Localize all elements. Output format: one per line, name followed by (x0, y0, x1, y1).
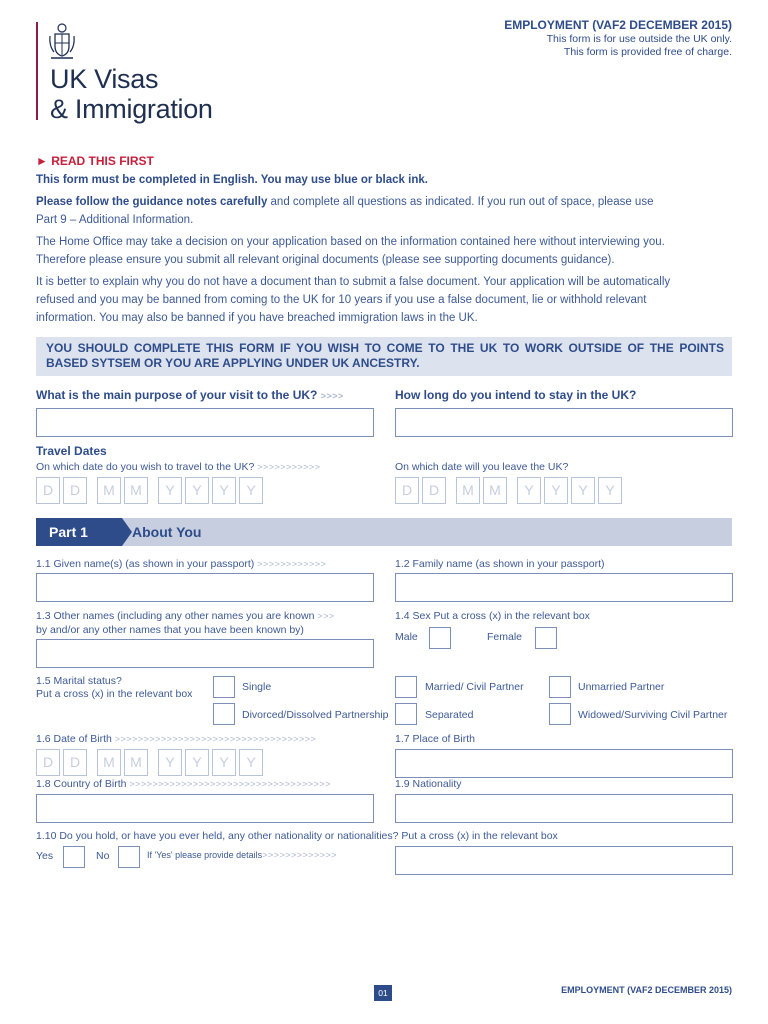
travel-dates-heading: Travel Dates (36, 444, 107, 458)
purpose-input[interactable] (36, 408, 374, 437)
given-names-input[interactable] (36, 573, 374, 602)
other-names-input[interactable] (36, 639, 374, 668)
eligibility-banner: YOU SHOULD COMPLETE THIS FORM IF YOU WISH TO COME TO THE UK TO WORK OUTSIDE OF THE POINTS BASED SYTSEM OR YOU ARE APPLYING UNDER UK ANCESTRY. (36, 337, 732, 376)
leave-date-label: On which date will you leave the UK? (395, 461, 569, 473)
yes-checkbox[interactable] (63, 846, 85, 868)
country-of-birth-label: 1.8 Country of Birth >>>>>>>>>>>>>>>>>>>>>>>>>>>>>>>>>>> (36, 778, 331, 790)
separated-checkbox[interactable] (395, 703, 417, 725)
divorced-label: Divorced/Dissolved Partnership (242, 709, 389, 721)
form-header: EMPLOYMENT (VAF2 DECEMBER 2015) This form is for use outside the UK only. This form is provided free of charge. (504, 18, 732, 58)
divorced-checkbox[interactable] (213, 703, 235, 725)
single-label: Single (242, 681, 272, 693)
no-label: No (96, 850, 110, 862)
false-document-paragraph: It is better to explain why you do not have a document than to submit a false document. Your application will be automatically refused and you may be banned from coming to the UK for 10 years if you use a false document, lie or withhold relevant information. You may also be banned if you have breached immigration laws in the UK. (36, 276, 671, 324)
dob-label: 1.6 Date of Birth >>>>>>>>>>>>>>>>>>>>>>>>>>>>>>>>>>> (36, 733, 317, 745)
single-checkbox[interactable] (213, 676, 235, 698)
unmarried-label: Unmarried Partner (578, 681, 665, 693)
other-nationality-question: 1.10 Do you hold, or have you ever held, any other nationality or nationalities? Put a cross (x) in the relevant box (36, 830, 558, 842)
male-label: Male (395, 631, 418, 643)
yes-label: Yes (36, 850, 54, 862)
if-yes-label: If 'Yes' please provide details>>>>>>>>>>>>> (147, 850, 338, 860)
family-name-label: 1.2 Family name (as shown in your passport) (395, 558, 605, 570)
purpose-question: What is the main purpose of your visit to the UK? >>>> (36, 388, 344, 402)
part1-title: About You (132, 524, 202, 540)
other-names-label: 1.3 Other names (including any other names you are known >>> by and/or any other names that you have been known by) (36, 610, 335, 636)
separated-label: Separated (425, 709, 474, 721)
travel-date-label: On which date do you wish to travel to the UK? >>>>>>>>>>> (36, 461, 321, 473)
unmarried-checkbox[interactable] (549, 676, 571, 698)
part1-arrow-icon (122, 518, 132, 546)
brand-bar (36, 22, 38, 120)
sex-label: 1.4 Sex Put a cross (x) in the relevant box (395, 610, 590, 622)
widowed-label: Widowed/Surviving Civil Partner (578, 709, 728, 721)
nationality-label: 1.9 Nationality (395, 778, 462, 790)
page-number: 01 (374, 985, 392, 1001)
marital-status-label: 1.5 Marital status? Put a cross (x) in the relevant box (36, 675, 193, 700)
ink-instruction: This form must be completed in English. You may use blue or black ink. (36, 174, 428, 186)
given-names-label: 1.1 Given name(s) (as shown in your passport) >>>>>>>>>>>> (36, 558, 327, 570)
travel-date-input[interactable]: D D M M Y Y Y Y (36, 477, 266, 504)
footer-form-title: EMPLOYMENT (VAF2 DECEMBER 2015) (561, 985, 732, 995)
form-title: EMPLOYMENT (VAF2 DECEMBER 2015) (504, 18, 732, 32)
home-office-paragraph: The Home Office may take a decision on your application based on the information contained here without interviewing you. Therefore please ensure you submit all relevant original documents (please see supporting documents guidance). (36, 236, 665, 266)
stay-duration-input[interactable] (395, 408, 733, 437)
no-checkbox[interactable] (118, 846, 140, 868)
read-first-heading: ► READ THIS FIRST (36, 154, 154, 168)
married-checkbox[interactable] (395, 676, 417, 698)
place-of-birth-input[interactable] (395, 749, 733, 778)
dob-input[interactable]: D D M M Y Y Y Y (36, 749, 266, 776)
nationality-input[interactable] (395, 794, 733, 823)
leave-date-input[interactable]: D D M M Y Y Y Y (395, 477, 625, 504)
family-name-input[interactable] (395, 573, 733, 602)
female-label: Female (487, 631, 523, 643)
stay-question: How long do you intend to stay in the UK? (395, 388, 637, 402)
part1-tab: Part 1 (36, 518, 122, 546)
place-of-birth-label: 1.7 Place of Birth (395, 733, 475, 745)
female-checkbox[interactable] (535, 627, 557, 649)
married-label: Married/ Civil Partner (425, 681, 524, 693)
male-checkbox[interactable] (429, 627, 451, 649)
guidance-paragraph: Please follow the guidance notes carefully and complete all questions as indicated. If you run out of space, please use Part 9 – Additional Information. (36, 196, 654, 226)
other-nationality-details-input[interactable] (395, 846, 733, 875)
widowed-checkbox[interactable] (549, 703, 571, 725)
royal-crest-icon (48, 22, 76, 62)
brand-name: UK Visas & Immigration (50, 64, 213, 124)
country-of-birth-input[interactable] (36, 794, 374, 823)
